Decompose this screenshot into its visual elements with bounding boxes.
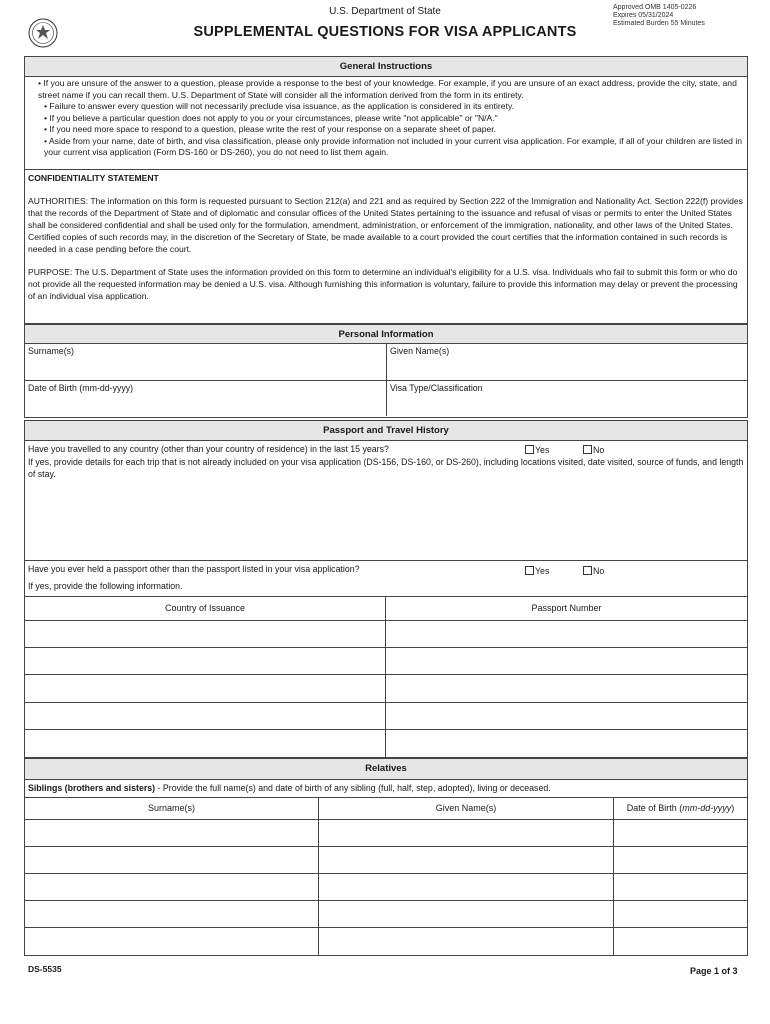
instruction-item: • Failure to answer every question will not necessarily preclude visa issuance, as the application is considered in its entirety.: [44, 101, 515, 111]
passport-number-input[interactable]: [386, 621, 747, 648]
sibling-given-input[interactable]: [319, 820, 614, 847]
no-label: No: [593, 445, 605, 455]
sibling-dob-input[interactable]: [614, 901, 747, 928]
passport-question-block: [25, 561, 747, 597]
country-input[interactable]: [25, 703, 386, 730]
authorities-text: AUTHORITIES: The information on this form is requested pursuant to Section 212(a) and 221 and as required by Section 222 of the Immigration and Nationality Act. Section 222(f) provides that the records of the Department of State and of diplomatic and consular offices of the United States pertaining to the issuance and refusal of visas or permits to enter the United States shall be considered confidential and shall be used only for the formulation, amendment, administration, or enforcement of the immigration, nationality, and other laws of the United States. Certified copies of such records may, in the discretion of the Secretary of State, be made available to a court provided the court certifies that the information contained in such records is needed in a case pending before the court.: [28, 196, 743, 254]
travel-question-block[interactable]: [25, 441, 747, 561]
passport-number-input[interactable]: [386, 730, 747, 757]
col-sibling-surname-header: Surname(s): [25, 798, 319, 820]
checkbox-icon[interactable]: [525, 445, 534, 454]
omb-approval: Approved OMB 1405-0226: [613, 4, 697, 11]
col-sibling-dob-header: [614, 798, 747, 820]
instruction-item: • Aside from your name, date of birth, and visa classification, please only provide information not included in your current visa application. For example, if all of your children are listed in your current visa application (Form DS-160 or DS-260), you do not need to list them again.: [44, 135, 743, 157]
travel-no-option[interactable]: [583, 445, 604, 455]
passport-detail-text: If yes, provide the following information.: [28, 581, 183, 591]
checkbox-icon[interactable]: [583, 445, 592, 454]
passport-yes-option[interactable]: [525, 566, 549, 576]
sibling-surname-input[interactable]: [25, 928, 319, 955]
passport-number-input[interactable]: [386, 648, 747, 675]
siblings-label: Siblings (brothers and sisters): [28, 783, 156, 793]
visa-type-label: Visa Type/Classification: [390, 383, 483, 393]
col-sibling-given-header: Given Name(s): [319, 798, 614, 820]
siblings-description: - Provide the full name(s) and date of birth of any sibling (full, half, step, adopted), living or deceased.: [155, 783, 551, 793]
sibling-surname-input[interactable]: [25, 874, 319, 901]
siblings-table: [25, 797, 747, 956]
sibling-given-input[interactable]: [319, 928, 614, 955]
personal-info-heading: Personal Information: [25, 324, 747, 344]
dob-header-format: mm-dd-yyyy: [682, 803, 732, 813]
col-country-header: Country of Issuance: [25, 597, 386, 621]
siblings-instructions: [28, 783, 551, 793]
country-input[interactable]: [25, 675, 386, 703]
form-number: DS-5535: [28, 964, 62, 974]
instruction-item: • If you are unsure of the answer to a question, please provide a response to the best of your knowledge. For example, if you are unsure of an exact address, provide the city, state, and street name if you can recall them. U.S. Department of State will consider all the information derived from the form in its entirety.: [38, 78, 737, 100]
sibling-dob-input[interactable]: [614, 820, 747, 847]
passport-number-input[interactable]: [386, 703, 747, 730]
dob-header-prefix: Date of Birth (: [626, 803, 683, 813]
passport-table: [25, 597, 747, 757]
general-instructions-heading: General Instructions: [25, 57, 747, 77]
visa-type-field[interactable]: [387, 381, 747, 416]
personal-info-section: [24, 324, 748, 418]
given-name-label: Given Name(s): [390, 346, 450, 356]
sibling-dob-input[interactable]: [614, 847, 747, 874]
travel-question: Have you travelled to any country (other than your country of residence) in the last 15 years?: [28, 444, 389, 454]
instruction-item: • If you need more space to respond to a question, please write the rest of your response on a separate sheet of paper.: [44, 124, 497, 134]
checkbox-icon[interactable]: [525, 566, 534, 575]
travel-detail-text: If yes, provide details for each trip that is not already included on your visa application (DS-156, DS-160, or DS-260), including locations visited, date visited, source of funds, and length of stay.: [28, 457, 744, 479]
yes-label: Yes: [535, 445, 550, 455]
form-title: SUPPLEMENTAL QUESTIONS FOR VISA APPLICANTS: [193, 24, 577, 40]
checkbox-icon[interactable]: [583, 566, 592, 575]
surname-label: Surname(s): [28, 346, 74, 356]
passport-section: [24, 420, 748, 758]
passport-number-input[interactable]: [386, 675, 747, 703]
no-label: No: [593, 566, 605, 576]
instructions-list: [25, 77, 747, 170]
purpose-text: PURPOSE: The U.S. Department of State uses the information provided on this form to determine an individual's eligibility for a U.S. visa. Individuals who fail to submit this form or who do not provide all the requested information may be denied a U.S. visa. Although furnishing this information is voluntary, failure to provide this information may delay or prevent the processing of an individual visa application.: [28, 267, 738, 301]
passport-heading: Passport and Travel History: [25, 421, 747, 441]
sibling-surname-input[interactable]: [25, 847, 319, 874]
country-input[interactable]: [25, 621, 386, 648]
instruction-item: • If you believe a particular question does not apply to you or your circumstances, please write "not applicable" or "N/A.": [44, 112, 498, 123]
sibling-surname-input[interactable]: [25, 901, 319, 928]
confidentiality-heading: CONFIDENTIALITY STATEMENT: [28, 173, 159, 183]
sibling-given-input[interactable]: [319, 847, 614, 874]
col-passport-number-header: Passport Number: [386, 597, 747, 621]
department-name: U.S. Department of State: [329, 6, 441, 17]
passport-question: Have you ever held a passport other than the passport listed in your visa application?: [28, 564, 360, 574]
passport-no-option[interactable]: [583, 566, 604, 576]
sibling-given-input[interactable]: [319, 874, 614, 901]
sibling-given-input[interactable]: [319, 901, 614, 928]
dob-field[interactable]: [25, 381, 387, 416]
relatives-heading: Relatives: [25, 759, 747, 780]
sibling-dob-input[interactable]: [614, 928, 747, 955]
sibling-dob-input[interactable]: [614, 874, 747, 901]
instructions-box: [24, 56, 748, 324]
omb-expiry: Expires 05/31/2024: [613, 12, 674, 19]
sibling-surname-input[interactable]: [25, 820, 319, 847]
relatives-section: [24, 758, 748, 956]
surname-field[interactable]: [25, 344, 387, 381]
omb-info: [613, 4, 705, 28]
dob-header-suffix: ): [731, 803, 735, 813]
page-indicator: Page 1 of 3: [690, 966, 738, 976]
country-input[interactable]: [25, 730, 386, 757]
yes-label: Yes: [535, 566, 550, 576]
country-input[interactable]: [25, 648, 386, 675]
omb-burden: Estimated Burden 55 Minutes: [613, 20, 705, 27]
travel-yes-option[interactable]: [525, 445, 549, 455]
given-name-field[interactable]: [387, 344, 747, 381]
dob-label: Date of Birth (mm-dd-yyyy): [28, 383, 134, 393]
